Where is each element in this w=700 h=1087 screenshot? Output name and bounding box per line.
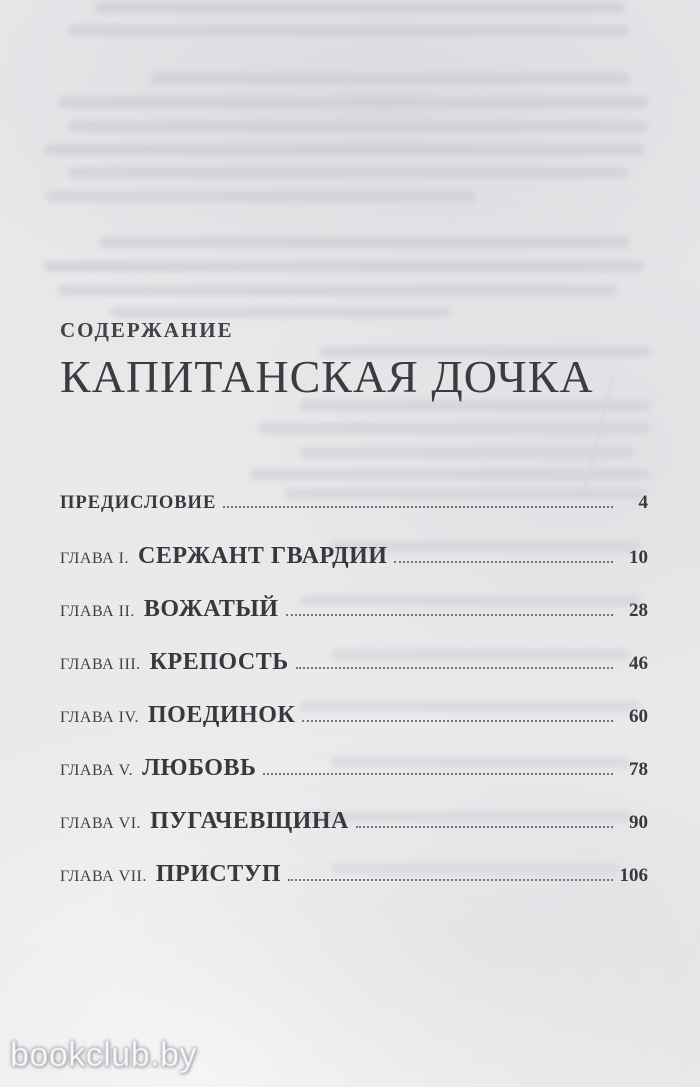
toc-entry-prefix: ГЛАВА VII. (60, 868, 147, 885)
toc-entry-page: 90 (629, 812, 648, 833)
toc-entry-title: ПРИСТУП (155, 861, 282, 887)
toc-entry-title: ВОЖАТЫЙ (143, 596, 279, 622)
toc-entry-page: 10 (629, 547, 648, 568)
bleedthrough-text-line (100, 237, 630, 248)
bleedthrough-text-line (258, 423, 650, 434)
toc-entry-prefix: ГЛАВА III. (60, 656, 141, 673)
toc-entry-title: СЕРЖАНТ ГВАРДИИ (138, 543, 388, 569)
bleedthrough-text-line (44, 144, 644, 155)
toc-list (60, 488, 648, 912)
watermark-bookclub: bookclub.by (10, 1036, 197, 1074)
toc-entry-title: ЛЮБОВЬ (142, 755, 257, 781)
toc-entry-title: ПОЕДИНОК (148, 702, 296, 728)
dot-leader (356, 826, 613, 828)
toc-entry-page: 4 (638, 492, 648, 513)
toc-row (60, 647, 648, 677)
toc-entry-page: 78 (629, 759, 648, 780)
toc-entry-prefix: ГЛАВА VI. (60, 815, 142, 832)
bleedthrough-text-line (150, 73, 630, 84)
bleedthrough-text-line (68, 167, 628, 178)
toc-entry-prefix: ГЛАВА II. (60, 603, 135, 620)
dot-leader (296, 667, 613, 669)
toc-row (60, 488, 648, 518)
dot-leader (263, 773, 613, 775)
dot-leader (302, 720, 613, 722)
bleedthrough-text-line (68, 121, 648, 132)
toc-entry-title: ПРЕДИСЛОВИЕ (60, 493, 217, 513)
bleedthrough-text-line (44, 261, 644, 272)
toc-entry-page: 106 (619, 865, 648, 886)
bleedthrough-text-line (110, 307, 450, 318)
contents-heading: СОДЕРЖАНИЕ (60, 318, 234, 342)
bleedthrough-text-line (300, 447, 635, 458)
toc-entry-title: КРЕПОСТЬ (149, 649, 289, 675)
toc-row (60, 541, 648, 571)
dot-leader (394, 561, 613, 563)
dot-leader (223, 506, 613, 508)
toc-entry-prefix: ГЛАВА IV. (60, 709, 139, 726)
toc-entry-prefix: ГЛАВА V. (60, 762, 134, 779)
toc-entry-page: 60 (629, 706, 648, 727)
toc-row (60, 594, 648, 624)
toc-row (60, 753, 648, 783)
toc-row (60, 700, 648, 730)
bleedthrough-text-line (58, 97, 648, 108)
toc-row (60, 806, 648, 836)
book-title: КАПИТАНСКАЯ ДОЧКА (60, 351, 594, 402)
bleedthrough-text-line (68, 25, 628, 36)
bleedthrough-text-line (95, 2, 625, 13)
bleedthrough-text-line (46, 191, 476, 202)
toc-entry-page: 46 (629, 653, 648, 674)
toc-entry-page: 28 (629, 600, 648, 621)
dot-leader (286, 614, 613, 616)
toc-row (60, 859, 648, 889)
dot-leader (288, 879, 613, 881)
toc-entry-prefix: ГЛАВА I. (60, 550, 129, 567)
toc-entry-title: ПУГАЧЕВЩИНА (150, 808, 349, 834)
bleedthrough-text-line (58, 285, 618, 296)
